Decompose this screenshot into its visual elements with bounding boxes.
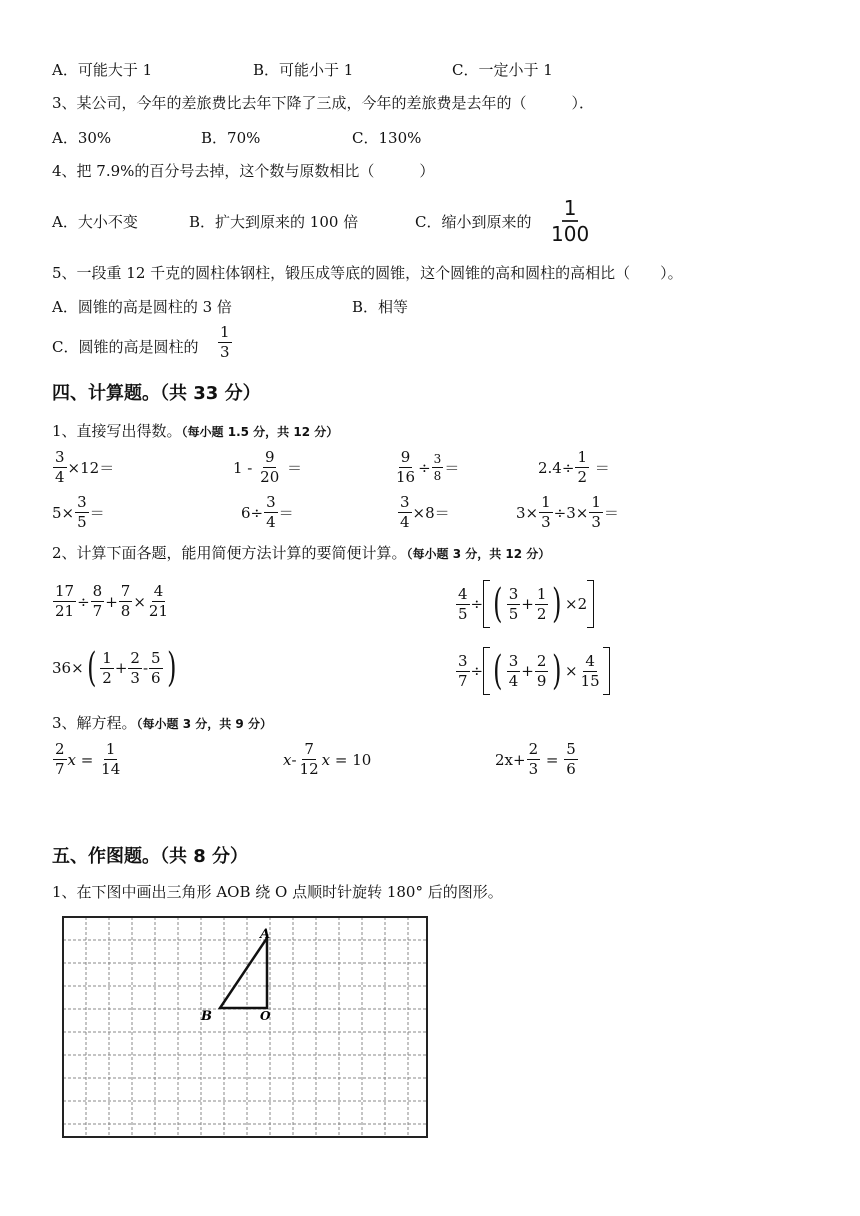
q5-fraction-1-3: $\frac{1}{3}$ (220, 323, 230, 361)
q4-stem: 4、把 7.9%的百分号去掉，这个数与原数相比（ ） (52, 162, 435, 180)
section5-p1: 1、在下图中画出三角形 AOB 绕 O 点顺时针旋转 180° 后的图形。 (52, 883, 503, 901)
equation-1: $\frac{2}{7}$ x = $\frac{1}{14}$ (55, 740, 121, 778)
label-o: O (260, 1009, 271, 1023)
calc-item-3: $\frac{9}{16}$ ÷ $\frac{3}{8}$ ＝ (396, 448, 460, 486)
q5-option-c: C．圆锥的高是圆柱的 (52, 338, 199, 356)
expr-3: 36 × ( $\frac{1}{2}$ + $\frac{2}{3}$ - $\frac{5}{6}$ ) (52, 645, 177, 691)
equation-3: 2x + $\frac{2}{3}$ = $\frac{5}{6}$ (495, 740, 576, 778)
expr-4: $\frac{3}{7}$ ÷ ( $\frac{3}{4}$ + $\frac{2}{9}$ ) × $\frac{4}{15}$ (455, 647, 610, 695)
calc-item-4: 2.4 ÷ $\frac{1}{2}$ ＝ (538, 448, 610, 486)
q5-option-b: B．相等 (352, 298, 409, 316)
q4-option-c: C．缩小到原来的 (415, 213, 532, 231)
expr-2: $\frac{4}{5}$ ÷ ( $\frac{3}{5}$ + $\frac{1}{2}$ ) × 2 (455, 580, 594, 628)
q2-option-a: A．可能大于 1 (52, 61, 153, 79)
q3-option-c: C．130% (352, 129, 422, 147)
section4-p2: 2、计算下面各题，能用简便方法计算的要简便计算。（每小题 3 分，共 12 分） (52, 544, 551, 562)
q4-option-a: A．大小不变 (52, 213, 138, 231)
q3-option-a: A．30% (52, 129, 112, 147)
label-b: B (201, 1009, 212, 1024)
section4-title: 四、计算题。（共 33 分） (52, 383, 261, 404)
expr-1: $\frac{17}{21}$ ÷ $\frac{8}{7}$ + $\frac{7}{8}$ × $\frac{4}{21}$ (55, 582, 169, 620)
q5-option-a: A．圆锥的高是圆柱的 3 倍 (52, 298, 232, 316)
q4-option-b: B．扩大到原来的 100 倍 (189, 213, 359, 231)
triangle-aob (220, 938, 267, 1008)
q5-stem: 5、一段重 12 千克的圆柱体钢柱，锻压成等底的圆锥，这个圆锥的高和圆柱的高相比（ ）。 (52, 264, 683, 282)
q3-option-b: B．70% (201, 129, 261, 147)
calc-item-8: 3× $\frac{1}{3}$ ÷3× $\frac{1}{3}$ ＝ (516, 493, 619, 531)
section4-p3: 3、解方程。（每小题 3 分，共 9 分） (52, 714, 272, 732)
rotation-grid (62, 916, 430, 1140)
q2-option-b: B．可能小于 1 (253, 61, 354, 79)
q3-stem: 3、某公司，今年的差旅费比去年下降了三成，今年的差旅费是去年的（ ）． (52, 94, 595, 112)
q2-option-c: C．一定小于 1 (452, 61, 553, 79)
label-a: A (260, 927, 271, 942)
calc-item-2: 1 - $\frac{9}{20}$ ＝ (233, 448, 303, 486)
q4-fraction-1-100: $\frac{1}{100}$ (551, 196, 590, 246)
calc-item-5: 5× $\frac{3}{5}$ ＝ (52, 493, 105, 531)
calc-item-6: 6÷ $\frac{3}{4}$ ＝ (241, 493, 294, 531)
calc-item-1: $\frac{3}{4}$ × 12 ＝ (55, 448, 115, 486)
equation-2: x - $\frac{7}{12}$ x = 10 (283, 740, 372, 778)
section4-p1: 1、直接写出得数。（每小题 1.5 分，共 12 分） (52, 422, 339, 440)
calc-item-7: $\frac{3}{4}$ × 8 ＝ (400, 493, 450, 531)
section5-title: 五、作图题。（共 8 分） (52, 846, 249, 867)
